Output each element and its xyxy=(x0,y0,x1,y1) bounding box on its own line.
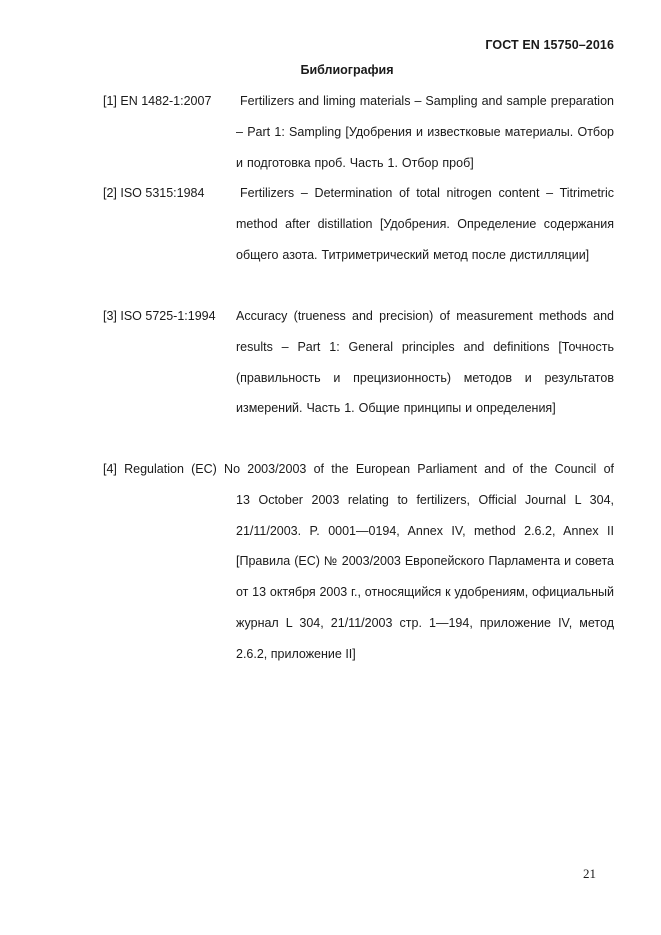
reference-text: Fertilizers and liming materials – Sampling and sample preparation – Part 1: Sampling [Удобрения и известковые материалы. Отбор и подготовка проб. Часть 1. Отбор проб] xyxy=(236,94,614,170)
reference-text: Fertilizers – Determination of total nitrogen content – Titrimetric method after distillation [Удобрения. Определение содержания общего азота. Титриметрический метод после дистилляции] xyxy=(236,186,614,262)
reference-id: [4] Regulation (EC) No 2003/2003 of the European Parliament and of the Council of xyxy=(103,462,614,476)
reference-id: [1] EN 1482-1:2007 xyxy=(103,94,212,108)
reference-id: [3] ISO 5725-1:1994 xyxy=(103,309,216,323)
page-number: 21 xyxy=(583,866,596,881)
reference-id: [2] ISO 5315:1984 xyxy=(103,186,205,200)
reference-text: Accuracy (trueness and precision) of measurement methods and results – Part 1: General principles and definitions [Точность (правильность и прецизионность) методов и результатов измерений. Часть 1. Общие принципы и определения] xyxy=(236,309,614,416)
section-title: Библиография xyxy=(300,63,394,77)
reference-regulation xyxy=(103,454,614,670)
document-code: ГОСТ EN 15750–2016 xyxy=(485,38,614,52)
reference-text: 13 October 2003 relating to fertilizers, Official Journal L 304, 21/11/2003. P. 0001—0194, Annex IV, method 2.6.2, Annex II [Правила (ЕС) № 2003/2003 Европейского Парламента и совета от 13 октября 2003 г., относящийся к удобрениям, официальный журнал L 304, 21/11/2003 стр. 1—194, приложение IV, метод 2.6.2, приложение II] xyxy=(236,492,614,661)
